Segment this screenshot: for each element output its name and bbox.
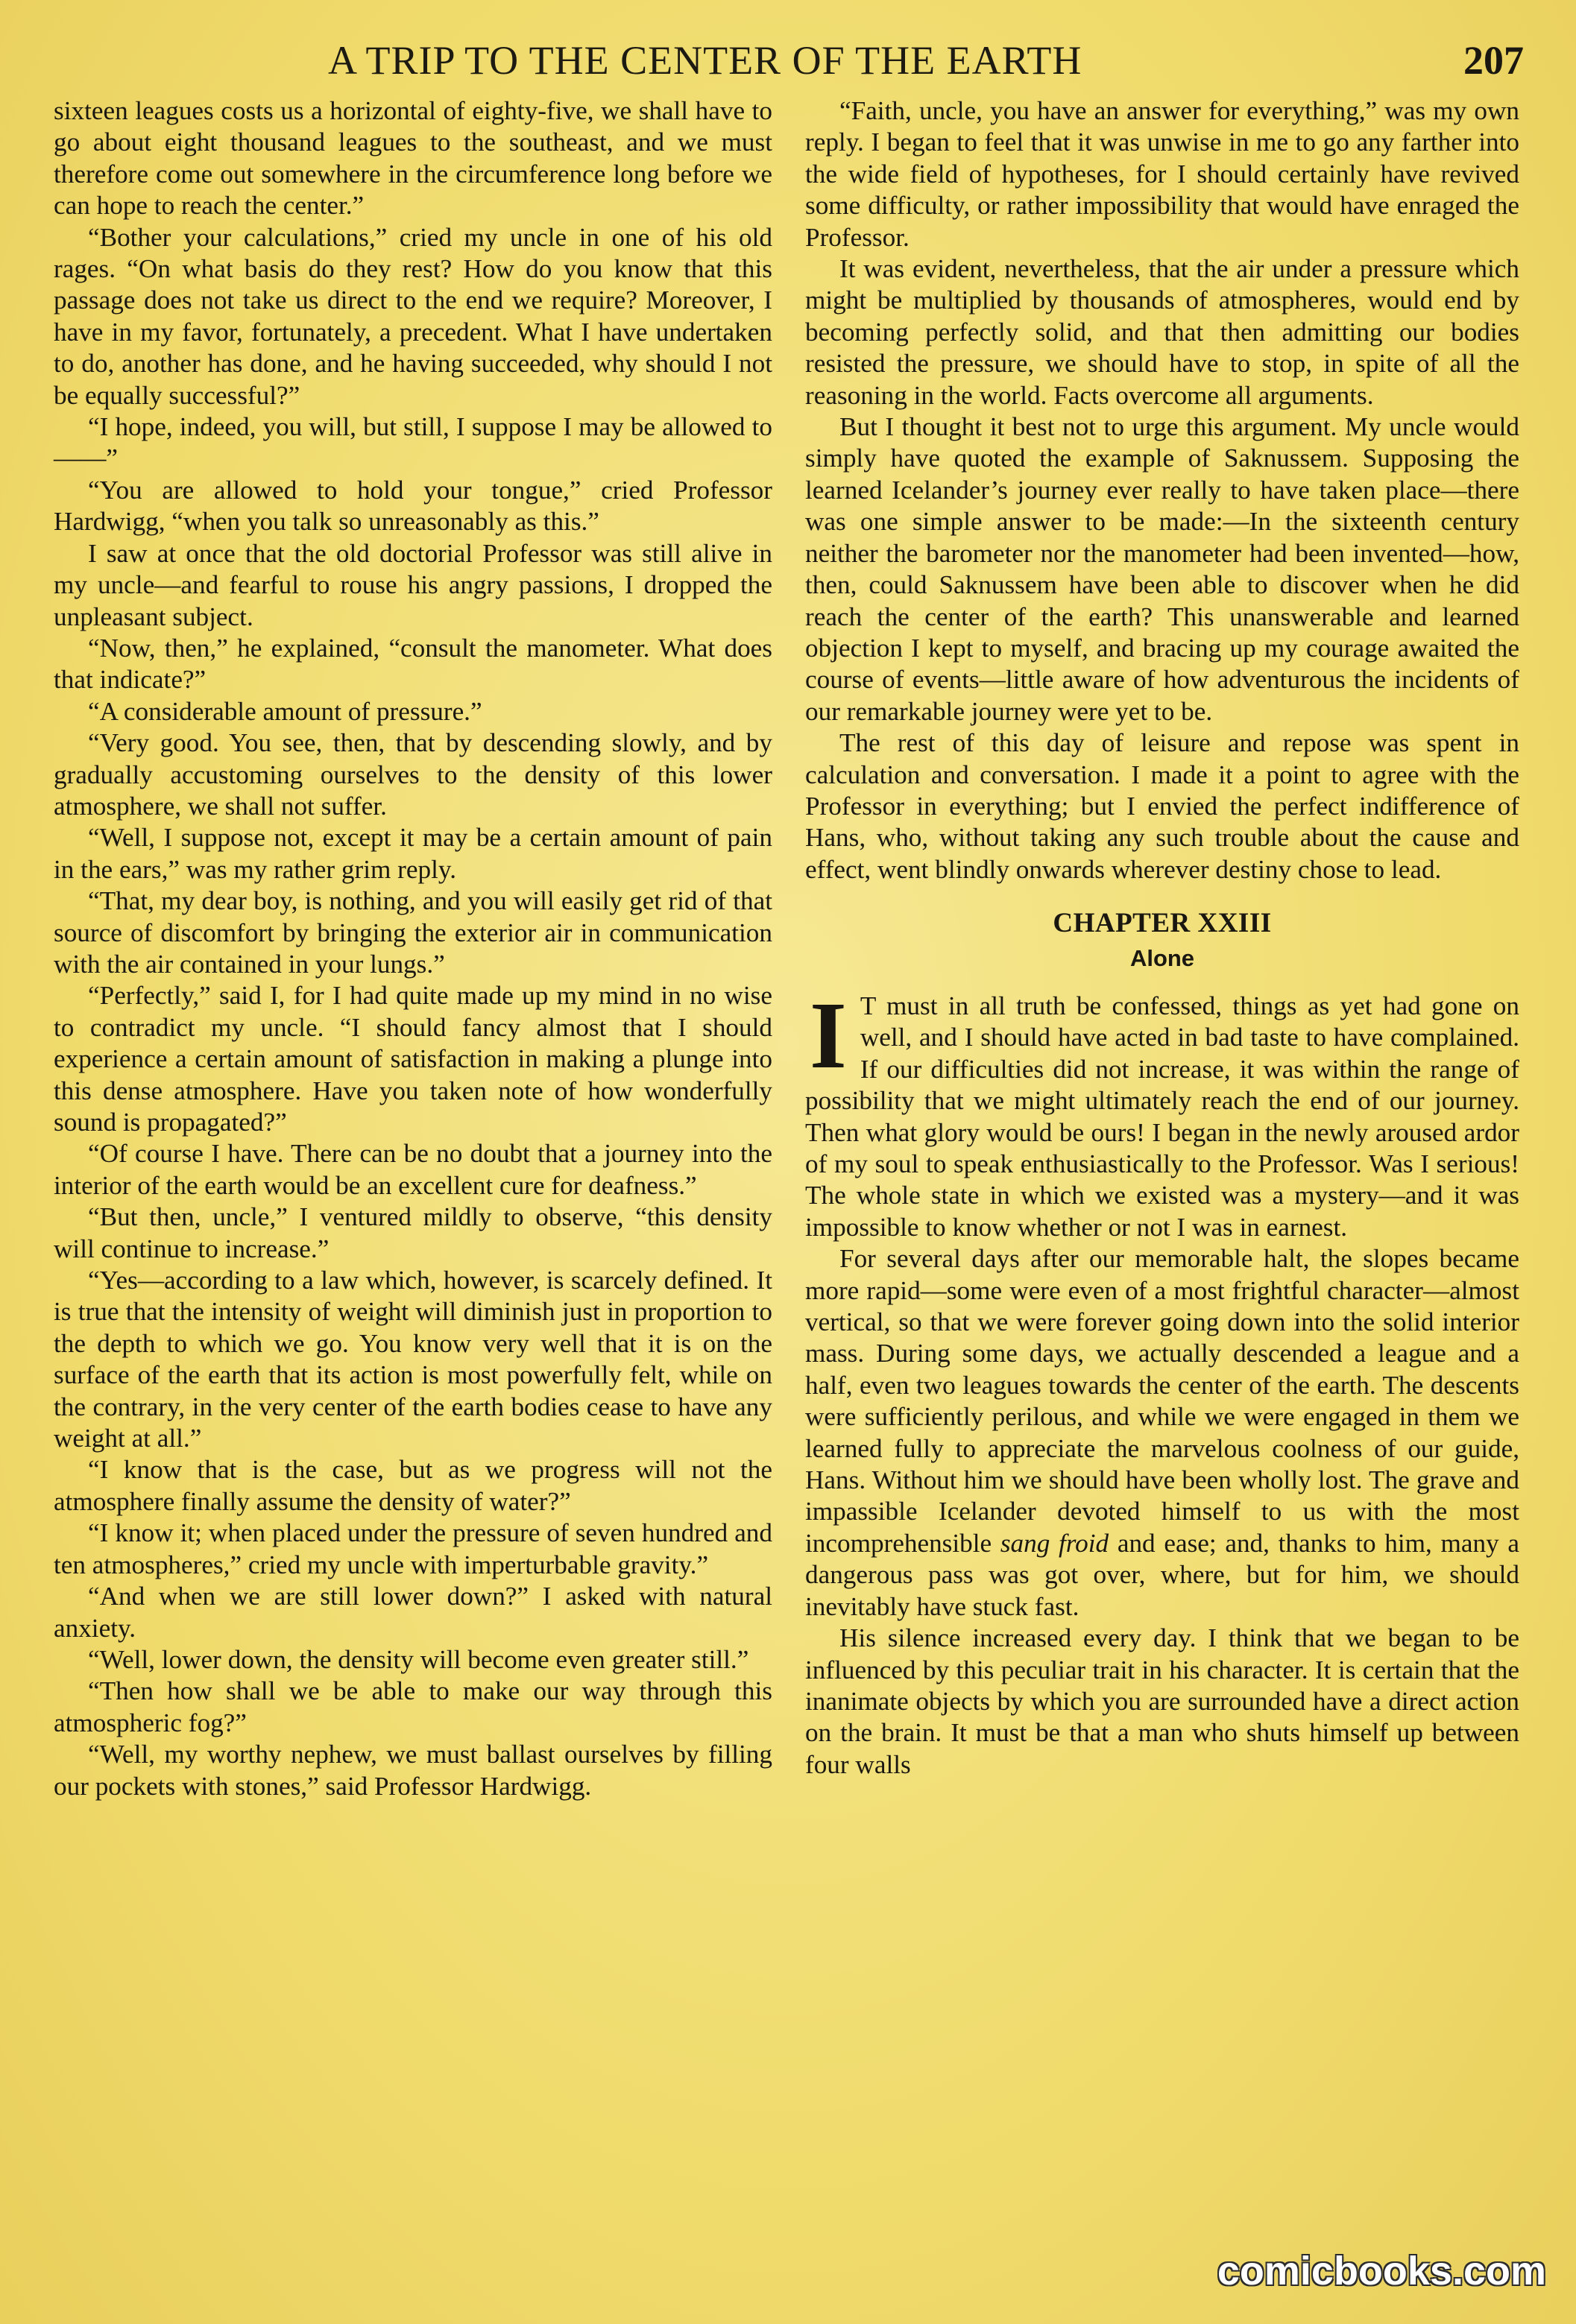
paragraph: “Of course I have. There can be no doubt that a journey into the interior of the earth would be an excellent cure for deafness.” xyxy=(54,1139,772,1200)
paragraph: “Then how shall we be able to make our way through this atmospheric fog?” xyxy=(54,1676,772,1737)
paragraph: His silence increased every day. I think that we began to be influenced by this peculiar trait in his character. It is certain that the inanimate objects by which you are surrounded have a direct action on the brain. It must be that a man who shuts himself up between four walls xyxy=(805,1623,1519,1779)
paragraph: I saw at once that the old doctorial Professor was still alive in my uncle—and fearful to rouse his angry passions, I dropped the unpleasant subject. xyxy=(54,538,772,631)
paragraph: “Now, then,” he explained, “consult the manometer. What does that indicate?” xyxy=(54,633,772,695)
left-column xyxy=(54,95,772,1802)
page-header xyxy=(0,34,1576,86)
paragraph: “That, my dear boy, is nothing, and you will easily get rid of that source of discomfort by bringing the exterior air in communication with the air contained in your lungs.” xyxy=(54,886,772,979)
paragraph: “Yes—according to a law which, however, is scarcely defined. It is true that the intensity of weight will diminish just in proportion to the depth to which we go. You know very well that it is on the surface of the earth that its action is most powerfully felt, while on the contrary, in the very center of the earth bodies cease to have any weight at all.” xyxy=(54,1266,772,1453)
right-column xyxy=(805,95,1519,1781)
paragraph-text: and ease; and, thanks to him, many a dangerous pass was got over, where, but for him, we should inevitably have stuck fast. xyxy=(805,1528,1519,1621)
watermark-logo: comicbooks.com xyxy=(1217,2249,1546,2293)
paragraph: “Very good. You see, then, that by descending slowly, and by gradually accustoming ourselves to the density of this lower atmosphere, we shall not suffer. xyxy=(54,728,772,821)
drop-cap: I xyxy=(810,982,847,1088)
chapter-subtitle: Alone xyxy=(1129,944,1195,971)
opening-text: T must in all truth be confessed, things as yet had gone on well, and I should have acted in bad taste to have complained. If our difficulties did not increase, it was within the range of possibility that we might ultimately reach the end of our journey. Then what glory would be ours! I began in the newly aroused ardor of my soul to speak enthusiastically to the Professor. Was I serious! The whole state in which we existed was a mystery—and it was impossible to know whether or not I was in earnest. xyxy=(805,991,1519,1242)
paragraph: It was evident, nevertheless, that the air under a pressure which might be multiplied by thousands of atmospheres, would end by becoming perfectly solid, and that then admitting our bodies resisted the pressure, we should have to stop, in spite of all the reasoning in the world. Facts overcome all arguments. xyxy=(805,254,1519,410)
paragraph: “I know it; when placed under the pressure of seven hundred and ten atmospheres,” cried my uncle with imperturbable gravity.” xyxy=(54,1518,772,1579)
italic-phrase: sang froid xyxy=(1000,1528,1109,1558)
paragraph: “Well, my worthy nephew, we must ballast ourselves by filling our pockets with stones,” said Professor Hardwigg. xyxy=(54,1740,772,1801)
paragraph xyxy=(805,1243,1519,1623)
paragraph: “And when we are still lower down?” I asked with natural anxiety. xyxy=(54,1582,772,1643)
paragraph: “But then, uncle,” I ventured mildly to observe, “this density will continue to increase.” xyxy=(54,1202,772,1263)
paragraph: “Well, I suppose not, except it may be a certain amount of pain in the ears,” was my rather grim reply. xyxy=(54,823,772,884)
paragraph: “I hope, indeed, you will, but still, I suppose I may be allowed to——” xyxy=(54,412,772,473)
paragraph: “Faith, uncle, you have an answer for everything,” was my own reply. I began to feel that it was unwise in me to go any farther into the wide field of hypotheses, for I should certainly have revived some difficulty, or rather impossibility that would have enraged the Professor. xyxy=(805,96,1519,252)
paragraph: But I thought it best not to urge this argument. My uncle would simply have quoted the example of Saknussem. Supposing the learned Icelander’s journey ever really to have taken place—there was one simple answer to be made:—In the sixteenth century neither the barometer nor the manometer had been invented—how, then, could Saknussem have been able to discover when he did reach the center of the earth? This unanswerable and learned objection I kept to myself, and bracing up my courage awaited the course of events—little aware of how adventurous the incidents of our remarkable journey were yet to be. xyxy=(805,412,1519,726)
paragraph: “I know that is the case, but as we progress will not the atmosphere finally assume the density of water?” xyxy=(54,1455,772,1516)
page-number: 207 xyxy=(1463,38,1524,83)
paragraph-text: For several days after our memorable halt, the slopes became more rapid—some were even of a most frightful character—almost vertical, so that we were forever going down into the solid interior mass. During some days, we actually descended a league and a half, even two leagues towards the center of the earth. The descents were sufficiently perilous, and while we were engaged in them we learned fully to appreciate the marvelous coolness of our guide, Hans. Without him we should have been wholly lost. The grave and impassible Icelander devoted himself to us with the most incomprehensible xyxy=(805,1244,1519,1558)
paragraph: “You are allowed to hold your tongue,” cried Professor Hardwigg, “when you talk so unreasonably as this.” xyxy=(54,475,772,537)
chapter-opening-paragraph xyxy=(805,982,1519,1243)
paragraph: “Perfectly,” said I, for I had quite made up my mind in no wise to contradict my uncle. “I should fancy almost that I should experience a certain amount of satisfaction in making a plunge into this dense atmosphere. Have you taken note of how wonderfully sound is propagated?” xyxy=(54,981,772,1137)
chapter-title: CHAPTER XXIII xyxy=(1053,908,1272,939)
paragraph: “Well, lower down, the density will become even greater still.” xyxy=(88,1644,749,1674)
paragraph: The rest of this day of leisure and repose was spent in calculation and conversation. I made it a point to agree with the Professor in everything; but I envied the perfect indifference of Hans, who, without taking any such trouble about the cause and effect, went blindly onwards wherever destiny chose to lead. xyxy=(805,728,1519,884)
paragraph: “Bother your calculations,” cried my uncle in one of his old rages. “On what basis do they rest? How do you know that this passage does not take us direct to the end we require? Moreover, I have in my favor, fortunately, a precedent. What I have undertaken to do, another has done, and he having succeeded, why should I not be equally successful?” xyxy=(54,222,772,410)
running-title: A TRIP TO THE CENTER OF THE EARTH xyxy=(328,38,1082,83)
paragraph: sixteen leagues costs us a horizontal of eighty-five, we shall have to go about eight thousand leagues to the southeast, and we must therefore come out somewhere in the circumference long before we can hope to reach the center.” xyxy=(54,96,772,221)
paragraph: “A considerable amount of pressure.” xyxy=(88,696,482,726)
